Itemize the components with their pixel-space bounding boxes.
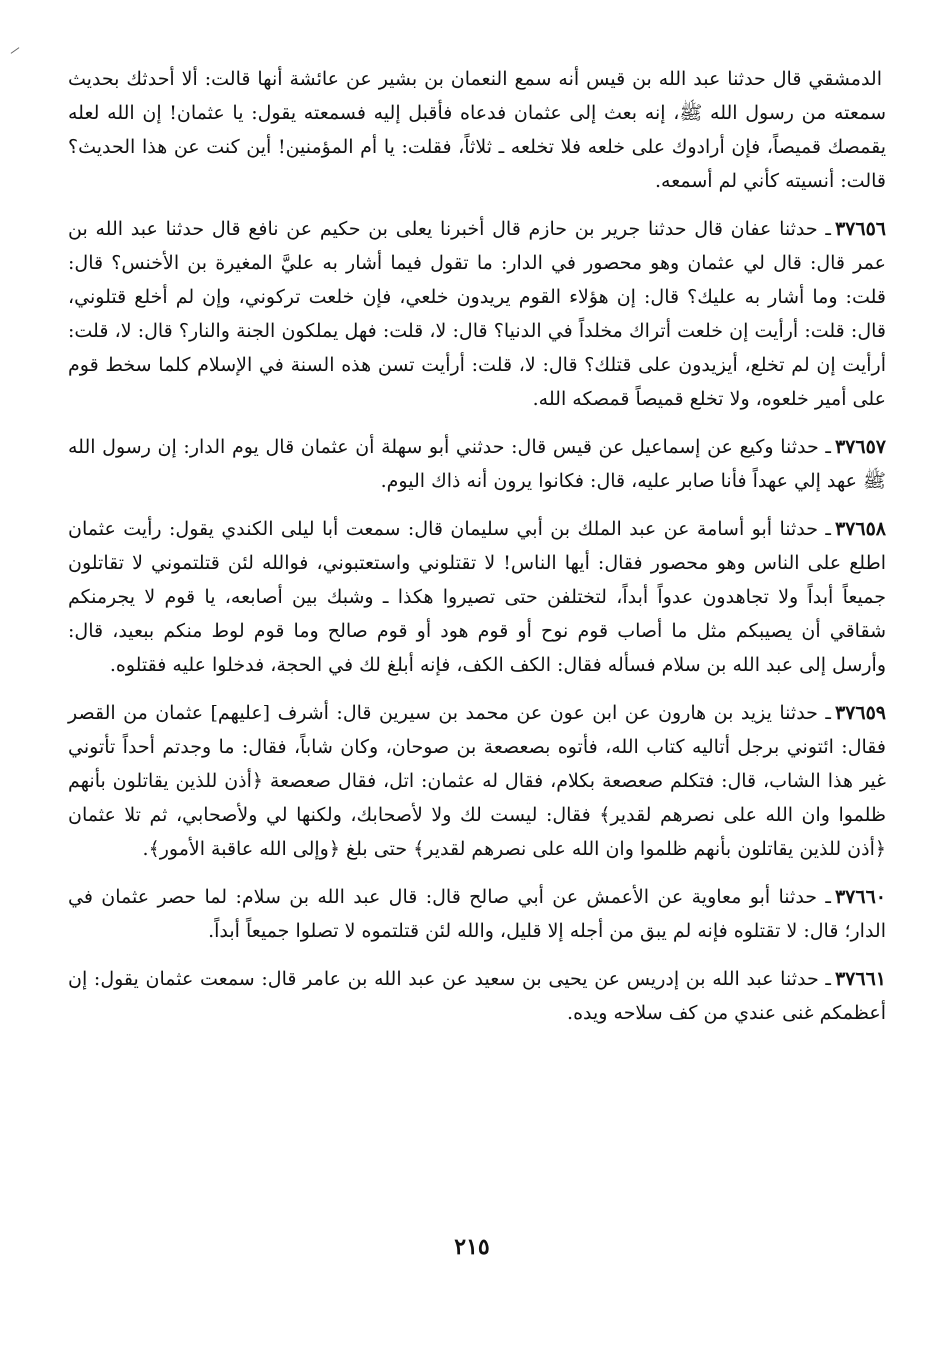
hadith-37658: [68, 512, 886, 682]
hadith-number: ٣٧٦٥٦: [834, 218, 886, 240]
paragraph-text: ـ حدثنا أبو معاوية عن الأعمش عن أبي صالح قال: قال عبد الله بن سلام: لما حصر عثمان في الدار؛ قال: لا تقتلوه فإنه لم يبق من أجله إلا قليل، والله لئن قتلتموه لا تصلوا جميعاً أبداً.: [68, 886, 886, 942]
hadith-37661: [68, 962, 886, 1030]
hadith-37659: [68, 696, 886, 866]
paragraph-text: الدمشقي قال حدثنا عبد الله بن قيس أنه سمع النعمان بن بشير عن عائشة أنها قالت: ألا أحدثك بحديث سمعته من رسول الله ﷺ، إنه بعث إلى عثمان فدعاه فأقبل إليه فسمعته يقول: يا عثمان! إن الله لعله يقمصك قميصاً، فإن أرادوك على خلعه فلا تخلعه ـ ثلاثاً، فقلت: يا أم المؤمنين! أين كنت عن هذا الحديث؟ قالت: أنسيته كأني لم أسمعه.: [68, 68, 886, 192]
page-number: ٢١٥: [454, 1234, 490, 1260]
hadith-number: ٣٧٦٦٠: [834, 886, 886, 908]
paragraph-text: ـ حدثنا وكيع عن إسماعيل عن قيس قال: حدثني أبو سهلة أن عثمان قال يوم الدار: إن رسول الله ﷺ عهد إلي عهداً فأنا صابر عليه، قال: فكانوا يرون أنه ذاك اليوم.: [68, 436, 886, 492]
paragraph-text: ـ حدثنا عفان قال حدثنا جرير بن حازم قال أخبرنا يعلى بن حكيم عن نافع قال حدثنا عبد الله بن عمر قال: قال لي عثمان وهو محصور في الدار: ما تقول فيما أشار به عليَّ المغيرة بن الأخنس؟ قال: قلت: وما أشار به عليك؟ قال: إن هؤلاء القوم يريدون خلعي، فإن خلعت تركوني، وإن لم أخلع قتلوني، قال: قلت: أرأيت إن خلعت أتراك مخلداً في الدنيا؟ قال: لا، قلت: فهل يملكون الجنة والنار؟ قال: لا، قلت: أرأيت إن لم تخلع، أيزيدون على قتلك؟ قال: لا، قلت: أرأيت تسن هذه السنة في الإسلام كلما سخط قوم على أمير خلعوه، ولا تخلع قميصاً قمصكه الله.: [68, 218, 886, 410]
paragraph-text: ـ حدثنا أبو أسامة عن عبد الملك بن أبي سليمان قال: سمعت أبا ليلى الكندي يقول: رأيت عثمان اطلع على الناس وهو محصور فقال: أيها الناس! لا تقتلوني واستعتبوني، فوالله لئن قتلتموني لا تقاتلون جميعاً أبداً ولا تجاهدون عدواً أبداً، لتختلفن حتى تصيروا هكذا ـ وشبك بين أصابعه، يا قوم لا يجرمنكم شقاقي أن يصيبكم مثل ما أصاب قوم نوح أو قوم هود أو قوم صالح وما قوم لوط منكم ببعيد، قال: وأرسل إلى عبد الله بن سلام فسأله فقال: الكف الكف، فإنه أبلغ لك في الحجة، فدخلوا عليه فقتلوه.: [68, 518, 886, 676]
hadith-number: ٣٧٦٥٧: [834, 436, 886, 458]
hadith-number: ٣٧٦٥٨: [834, 518, 886, 540]
paragraph-text: ـ حدثنا عبد الله بن إدريس عن يحيى بن سعيد عن عبد الله بن عامر قال: سمعت عثمان يقول: إن أعظمكم غنى عندي من كف سلاحه ويده.: [68, 968, 886, 1024]
hadith-37660: [68, 880, 886, 948]
hadith-number: ٣٧٦٦١: [834, 968, 886, 990]
hadith-number: ٣٧٦٥٩: [834, 702, 886, 724]
scan-mark: [11, 47, 20, 54]
paragraph-text: ـ حدثنا يزيد بن هارون عن ابن عون عن محمد بن سيرين قال: أشرف [عليهم] عثمان من القصر فقال: ائتوني برجل أتاليه كتاب الله، فأتوه بصعصعة بن صوحان، وكان شاباً، فقال: ما وجدتم أحداً تأتوني غير هذا الشاب، قال: فتكلم صعصعة بكلام، فقال له عثمان: اتل، فقال صعصعة ﴿أذن للذين يقاتلون بأنهم ظلموا وان الله على نصرهم لقدير﴾ فقال: ليست لك ولا لأصحابك، ولكنها لي ولأصحابي، ثم تلا عثمان ﴿أذن للذين يقاتلون بأنهم ظلموا وان الله على نصرهم لقدير﴾ حتى بلغ ﴿وإلى الله عاقبة الأمور﴾.: [68, 702, 886, 860]
hadith-37656: [68, 212, 886, 416]
page-content: [68, 62, 886, 1044]
hadith-37657: [68, 430, 886, 498]
paragraph-continuation: [68, 62, 886, 198]
